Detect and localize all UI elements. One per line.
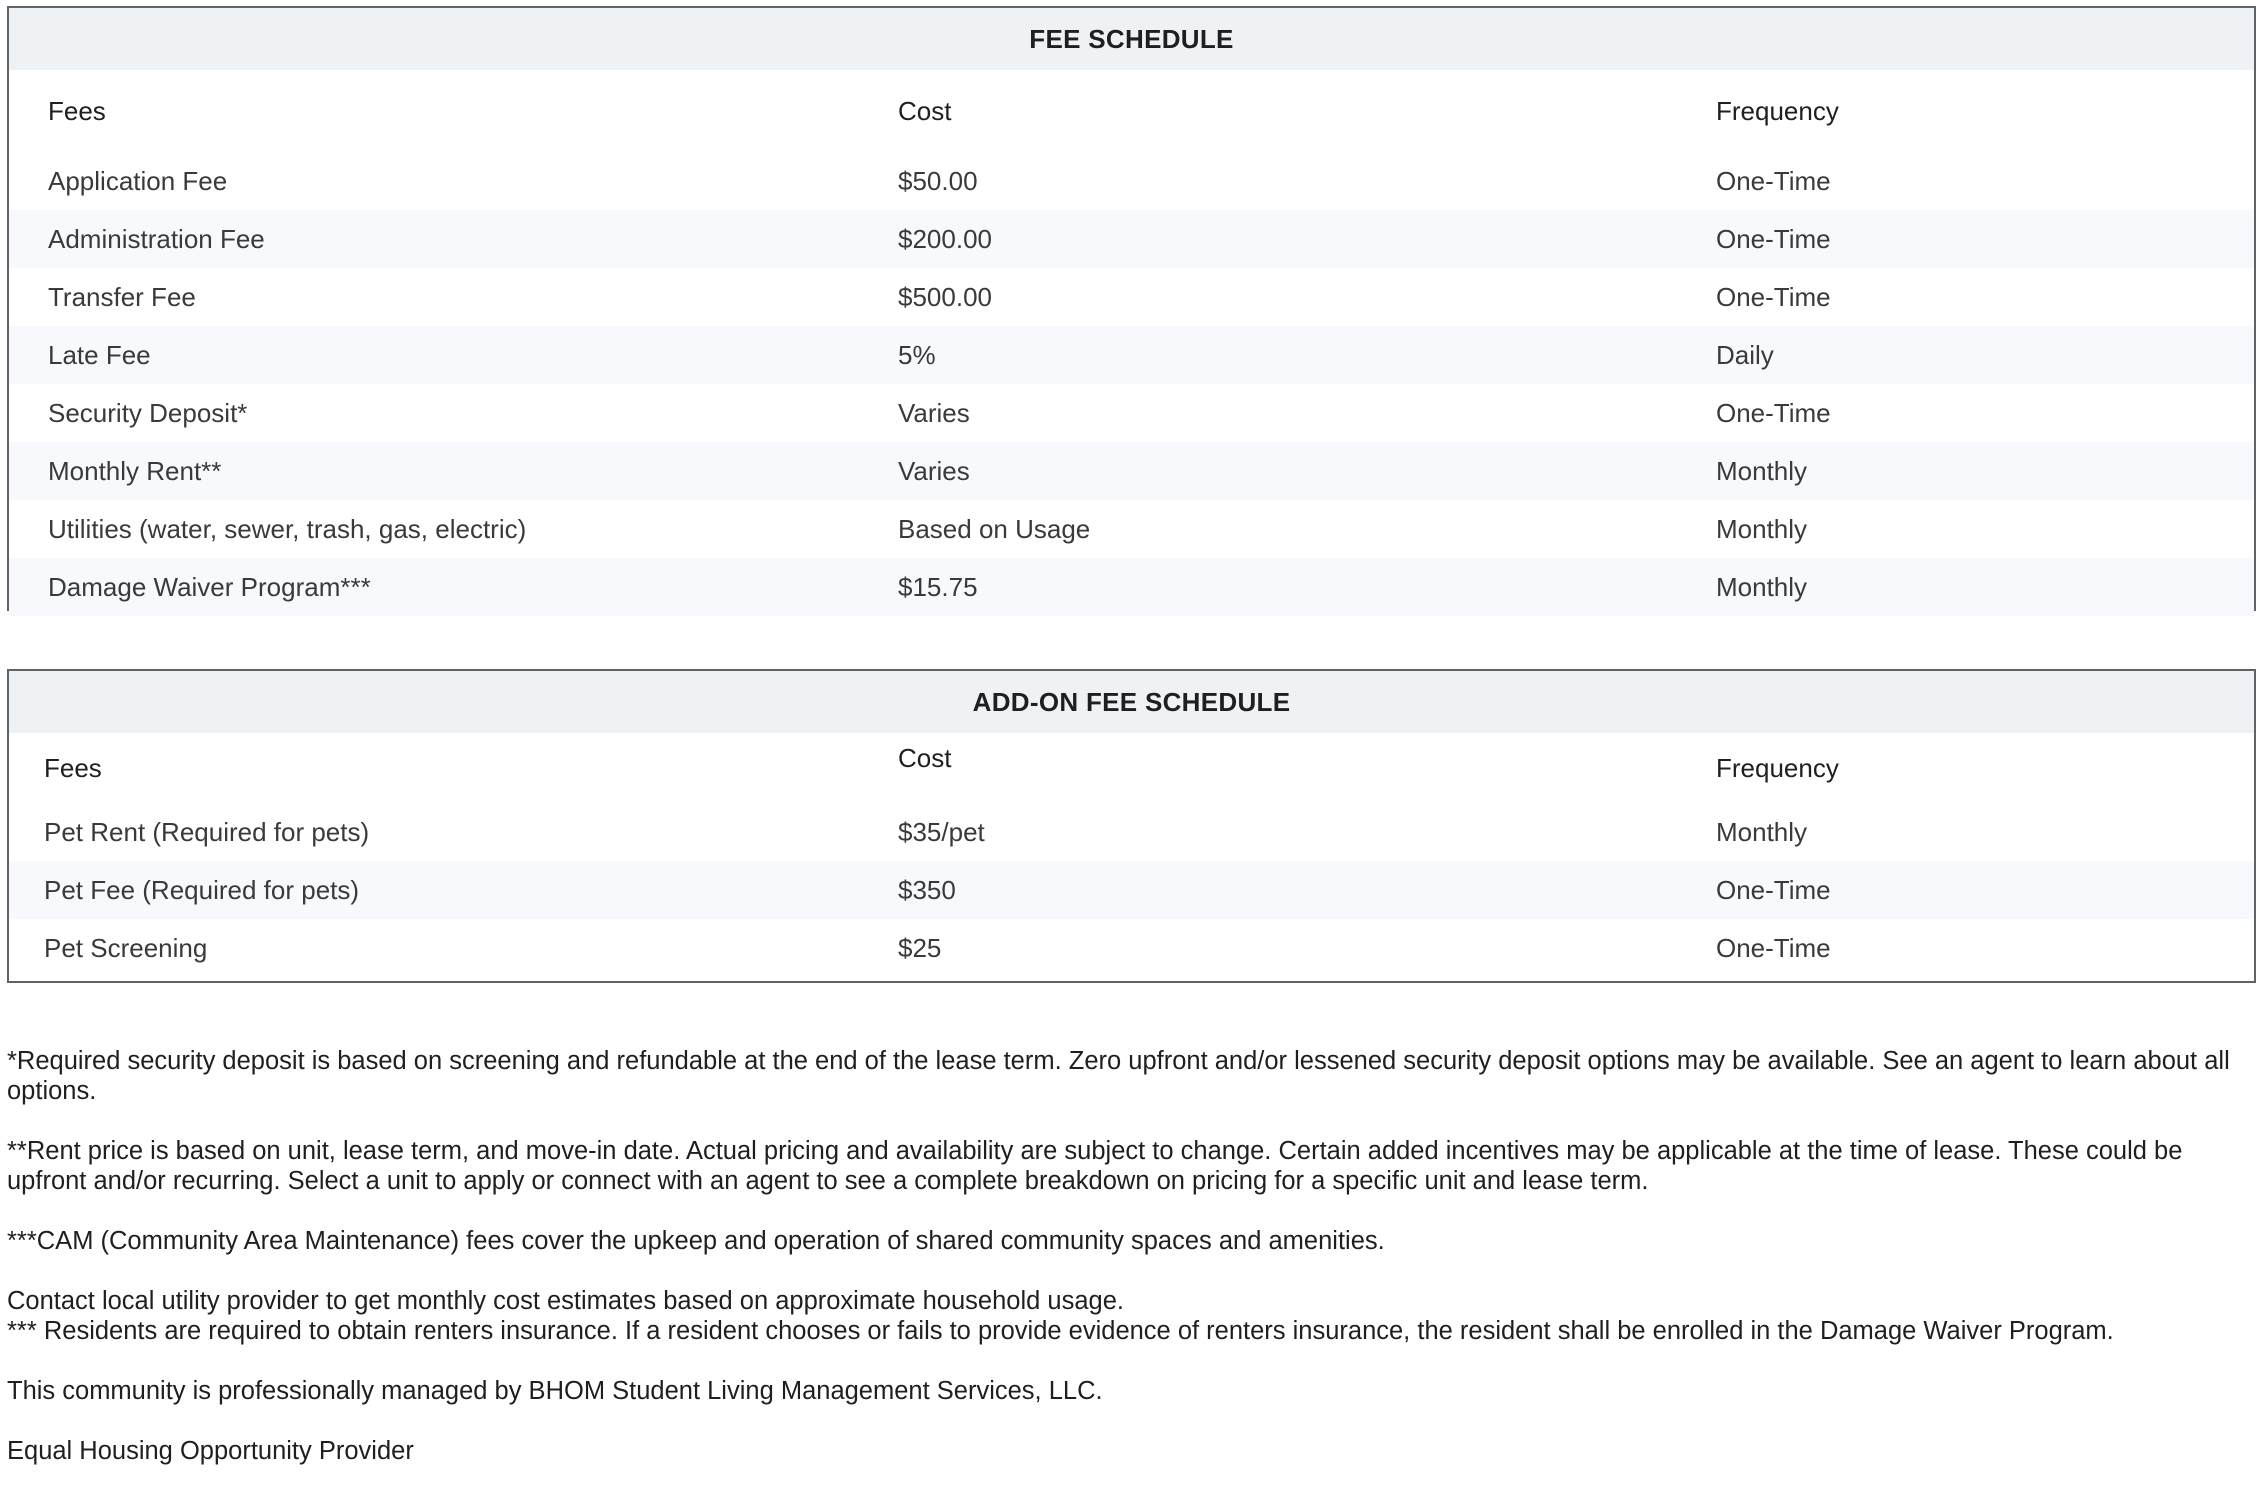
table-row [9,919,2254,977]
fee-name: Monthly Rent** [48,455,222,486]
fee-schedule-body [9,70,2254,616]
fee-frequency: One-Time [1716,874,1831,905]
table-row [9,210,2254,268]
fee-frequency: One-Time [1716,932,1831,963]
column-header-fees: Fees [48,95,106,126]
fee-name: Damage Waiver Program*** [48,571,371,602]
fee-cost: $15.75 [898,571,978,602]
addon-fee-schedule-table [7,669,2256,983]
fee-frequency: One-Time [1716,397,1831,428]
fee-schedule-title: FEE SCHEDULE [9,8,2254,70]
fee-cost: $35/pet [898,816,985,847]
fee-name: Security Deposit* [48,397,248,428]
column-header-fees: Fees [44,752,102,783]
table-row [9,500,2254,558]
table-row [9,803,2254,861]
fee-cost: 5% [898,339,936,370]
fee-frequency: One-Time [1716,165,1831,196]
fee-cost: Varies [898,455,970,486]
fee-frequency: Daily [1716,339,1774,370]
fee-cost: $200.00 [898,223,992,254]
fee-name: Utilities (water, sewer, trash, gas, electric) [48,513,527,544]
fee-frequency: One-Time [1716,223,1831,254]
fee-cost: Based on Usage [898,513,1091,544]
fee-name: Pet Fee (Required for pets) [44,874,360,905]
table-row [9,861,2254,919]
footnote-cam: ***CAM (Community Area Maintenance) fees cover the upkeep and operation of shared community spaces and amenities. [7,1227,1385,1255]
table-row [9,152,2254,210]
addon-fee-schedule-title: ADD-ON FEE SCHEDULE [9,671,2254,733]
fee-schedule-table [7,6,2256,611]
fee-cost: $50.00 [898,165,978,196]
addon-fee-schedule-body [9,733,2254,977]
footnote-management: This community is professionally managed by BHOM Student Living Management Services, LLC. [7,1377,1103,1405]
table-row [9,268,2254,326]
column-header-cost: Cost [898,743,952,773]
fee-name: Pet Rent (Required for pets) [44,816,370,847]
column-header-frequency: Frequency [1716,95,1839,126]
fee-cost: $25 [898,932,942,963]
fee-cost: $500.00 [898,281,992,312]
footnote-security-deposit: *Required security deposit is based on screening and refundable at the end of the lease term. Zero upfront and/or lessened security deposit options may be available. See an agent to learn about all options. [7,1047,2230,1105]
fee-frequency: Monthly [1716,513,1808,544]
table-header-row [9,70,2254,152]
footnotes [7,1046,2256,1496]
column-header-cost: Cost [898,95,952,126]
footnote-rent: **Rent price is based on unit, lease term, and move-in date. Actual pricing and availability are subject to change. Certain added incentives may be applicable at the time of lease. These could be upfront and/or recurring. Select a unit to apply or connect with an agent to see a complete breakdown on pricing for a specific unit and lease term. [7,1137,2183,1195]
fee-name: Administration Fee [48,223,265,254]
fee-frequency: Monthly [1716,455,1808,486]
fee-frequency: Monthly [1716,571,1808,602]
fee-cost: $350 [898,874,956,905]
table-row [9,442,2254,500]
table-header-row [9,733,2254,803]
column-header-frequency: Frequency [1716,752,1839,783]
footnote-equal-housing: Equal Housing Opportunity Provider [7,1437,414,1465]
fee-frequency: Monthly [1716,816,1808,847]
fee-frequency: One-Time [1716,281,1831,312]
fee-name: Late Fee [48,339,151,370]
footnote-insurance: *** Residents are required to obtain renters insurance. If a resident chooses or fails to provide evidence of renters insurance, the resident shall be enrolled in the Damage Waiver Program. [7,1317,2114,1345]
table-row [9,384,2254,442]
fee-name: Pet Screening [44,932,208,963]
table-row [9,326,2254,384]
table-row [9,558,2254,616]
fee-name: Transfer Fee [48,281,196,312]
fee-cost: Varies [898,397,970,428]
footnote-utility: Contact local utility provider to get monthly cost estimates based on approximate household usage. [7,1287,1124,1315]
fee-name: Application Fee [48,165,228,196]
